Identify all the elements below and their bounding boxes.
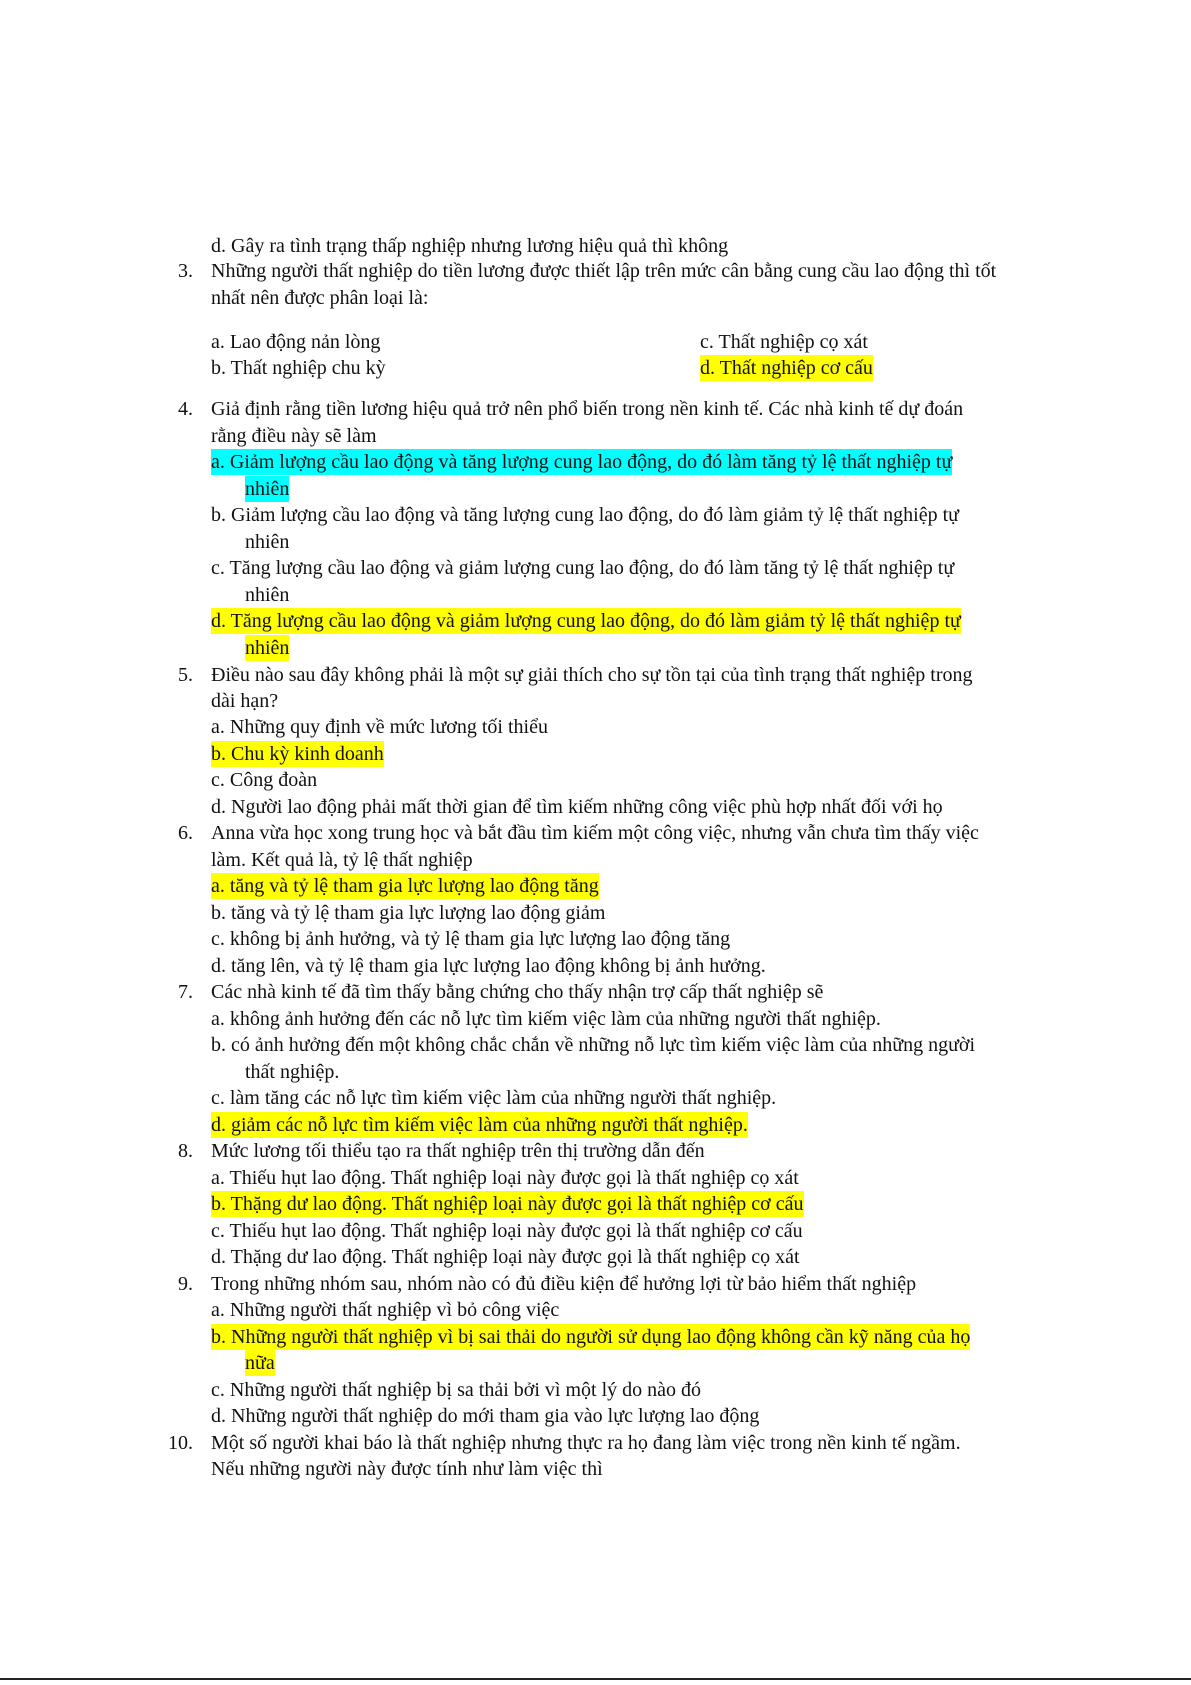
q7-option-d-answer: d. giảm các nỗ lực tìm kiếm việc làm của những người thất nghiệp.: [211, 1114, 748, 1136]
q9-option-c: c. Những người thất nghiệp bị sa thải bởi vì một lý do nào đó: [211, 1379, 701, 1401]
q10-question-line1: Một số người khai báo là thất nghiệp nhưng thực ra họ đang làm việc trong nền kinh tế ngầm.: [211, 1432, 961, 1454]
q4-option-d-line2: nhiên: [245, 637, 290, 659]
page-bottom-rule: [0, 1678, 1191, 1680]
q9-option-a: a. Những người thất nghiệp vì bỏ công việc: [211, 1299, 560, 1321]
q4-option-b-line2: nhiên: [245, 531, 290, 553]
q4-option-a-line1: a. Giảm lượng cầu lao động và tăng lượng cung lao động, do đó làm tăng tỷ lệ thất nghiệp tự: [211, 451, 953, 473]
q7-option-c: c. làm tăng các nỗ lực tìm kiếm việc làm của những người thất nghiệp.: [211, 1087, 777, 1109]
q6-number: 6.: [178, 822, 193, 844]
q5-number: 5.: [178, 664, 193, 686]
q7-option-b-line2: thất nghiệp.: [245, 1061, 340, 1083]
q8-option-a: a. Thiếu hụt lao động. Thất nghiệp loại này được gọi là thất nghiệp cọ xát: [211, 1167, 799, 1189]
q3-question-line2: nhất nên được phân loại là:: [211, 287, 429, 309]
q10-number: 10.: [168, 1432, 193, 1454]
q9-number: 9.: [178, 1273, 193, 1295]
q4-option-d-line1: d. Tăng lượng cầu lao động và giảm lượng cung lao động, do đó làm giảm tỷ lệ thất nghiệp tự: [211, 610, 961, 632]
q4-question-line1: Giả định rằng tiền lương hiệu quả trở nên phổ biến trong nền kinh tế. Các nhà kinh tế dự đoán: [211, 398, 964, 420]
q3-option-d-answer: d. Thất nghiệp cơ cấu: [700, 357, 873, 379]
q3-option-a: a. Lao động nản lòng: [211, 331, 381, 353]
q4-option-b-line1: b. Giảm lượng cầu lao động và tăng lượng cung lao động, do đó làm giảm tỷ lệ thất nghiệp tự: [211, 504, 959, 526]
q6-option-d: d. tăng lên, và tỷ lệ tham gia lực lượng lao động không bị ảnh hưởng.: [211, 955, 766, 977]
q4-question-line2: rằng điều này sẽ làm: [211, 425, 377, 447]
q8-option-d: d. Thặng dư lao động. Thất nghiệp loại này được gọi là thất nghiệp cọ xát: [211, 1246, 800, 1268]
q6-option-a-answer: a. tăng và tỷ lệ tham gia lực lượng lao động tăng: [211, 875, 599, 897]
q5-option-a: a. Những quy định về mức lương tối thiểu: [211, 716, 548, 738]
q3-question-line1: Những người thất nghiệp do tiền lương được thiết lập trên mức cân bằng cung cầu lao động thì tốt: [211, 260, 997, 282]
q7-option-a: a. không ảnh hưởng đến các nỗ lực tìm kiếm việc làm của những người thất nghiệp.: [211, 1008, 881, 1030]
q5-option-d: d. Người lao động phải mất thời gian để tìm kiếm những công việc phù hợp nhất đối với họ: [211, 796, 943, 818]
q3-number: 3.: [178, 260, 193, 282]
q4-option-c-line2: nhiên: [245, 584, 290, 606]
q4-number: 4.: [178, 398, 193, 420]
q5-question-line2: dài hạn?: [211, 690, 279, 712]
q2-option-d: d. Gây ra tình trạng thấp nghiệp nhưng lương hiệu quả thì không: [211, 235, 729, 257]
q3-option-c: c. Thất nghiệp cọ xát: [700, 331, 868, 353]
q6-question-line2: làm. Kết quả là, tỷ lệ thất nghiệp: [211, 849, 473, 871]
q8-option-c: c. Thiếu hụt lao động. Thất nghiệp loại này được gọi là thất nghiệp cơ cấu: [211, 1220, 803, 1242]
q7-number: 7.: [178, 981, 193, 1003]
q4-option-a-line2: nhiên: [245, 478, 290, 500]
q9-option-b-line1: b. Những người thất nghiệp vì bị sai thải do người sử dụng lao động không cần kỹ năng của họ: [211, 1326, 971, 1348]
q6-option-c: c. không bị ảnh hưởng, và tỷ lệ tham gia lực lượng lao động tăng: [211, 928, 731, 950]
q3-option-b: b. Thất nghiệp chu kỳ: [211, 357, 386, 379]
q6-option-b: b. tăng và tỷ lệ tham gia lực lượng lao động giảm: [211, 902, 606, 924]
q10-question-line2: Nếu những người này được tính như làm việc thì: [211, 1458, 603, 1480]
q8-question-line1: Mức lương tối thiểu tạo ra thất nghiệp trên thị trường dẫn đến: [211, 1140, 705, 1162]
q5-question-line1: Điều nào sau đây không phải là một sự giải thích cho sự tồn tại của tình trạng thất nghiệp trong: [211, 664, 973, 686]
q9-option-b-line2: nữa: [245, 1352, 275, 1374]
q6-question-line1: Anna vừa học xong trung học và bắt đầu tìm kiếm một công việc, nhưng vẫn chưa tìm thấy việc: [211, 822, 979, 844]
q5-option-b-answer: b. Chu kỳ kinh doanh: [211, 743, 384, 765]
q7-question-line1: Các nhà kinh tế đã tìm thấy bằng chứng cho thấy nhận trợ cấp thất nghiệp sẽ: [211, 981, 824, 1003]
q8-number: 8.: [178, 1140, 193, 1162]
q5-option-c: c. Công đoàn: [211, 769, 318, 791]
q8-option-b-answer: b. Thặng dư lao động. Thất nghiệp loại này được gọi là thất nghiệp cơ cấu: [211, 1193, 804, 1215]
q4-option-c-line1: c. Tăng lượng cầu lao động và giảm lượng cung lao động, do đó làm tăng tỷ lệ thất nghiệp tự: [211, 557, 955, 579]
q7-option-b-line1: b. có ảnh hưởng đến một không chắc chắn về những nỗ lực tìm kiếm việc làm của những người: [211, 1034, 976, 1056]
q9-option-d: d. Những người thất nghiệp do mới tham gia vào lực lượng lao động: [211, 1405, 760, 1427]
q9-question-line1: Trong những nhóm sau, nhóm nào có đủ điều kiện để hưởng lợi từ bảo hiểm thất nghiệp: [211, 1273, 917, 1295]
